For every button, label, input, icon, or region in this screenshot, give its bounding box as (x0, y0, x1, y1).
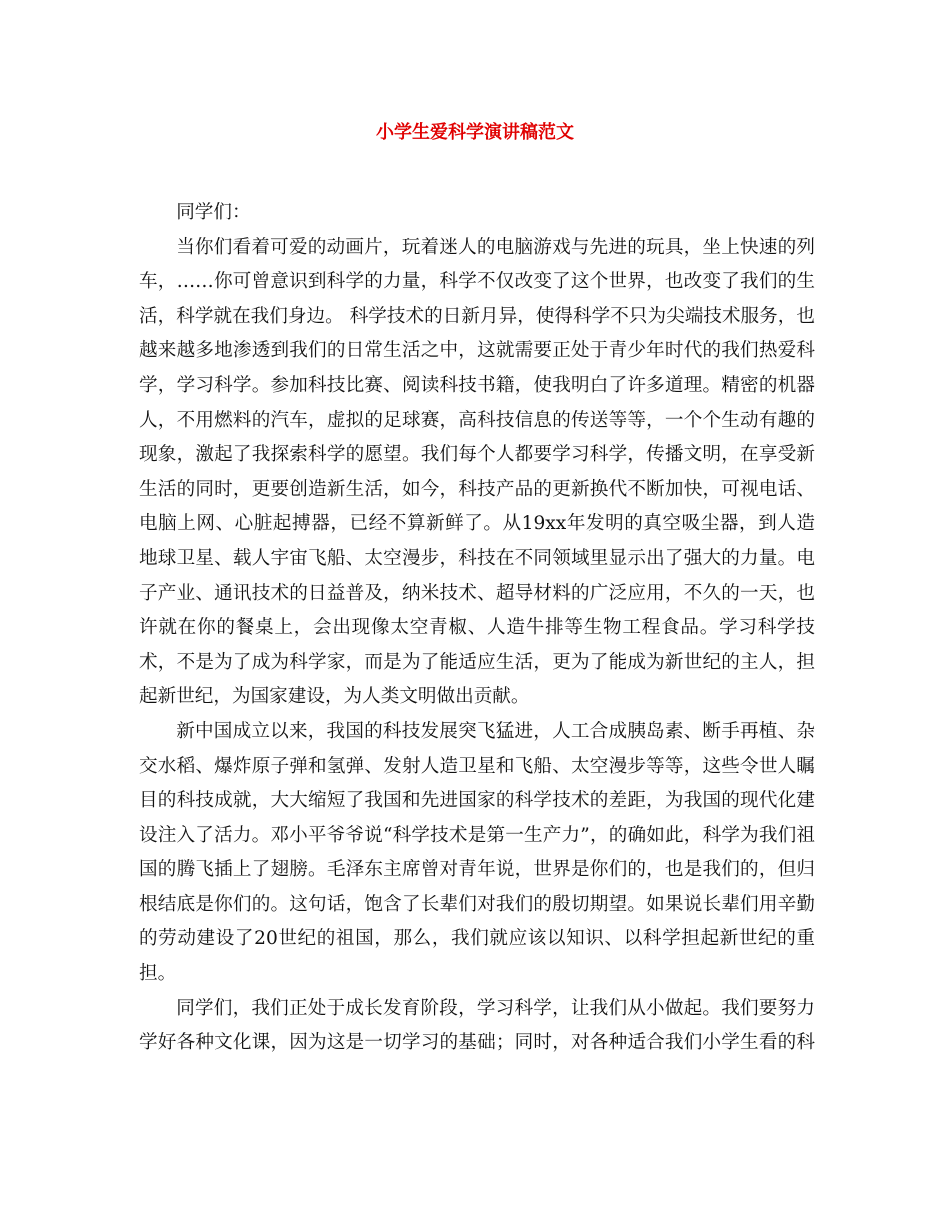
document-title: 小学生爱科学演讲稿范文 (376, 122, 574, 143)
paragraph-1: 当你们看着可爱的动画片，玩着迷人的电脑游戏与先进的玩具，坐上快速的列车，……你可曾意识到科学的力量，科学不仅改变了这个世界，也改变了我们的生活，科学就在我们身边。 科学技术的日新月异，使得科学不只为尖端技术服务，也越来越多地渗透到我们的日常生活之中，这就需要正处于青少年时代的我们热爱科学，学习科学。参加科技比赛、阅读科技书籍，使我明白了许多道理。精密的机器人，不用燃料的汽车，虚拟的足球赛，高科技信息的传送等等，一个个生动有趣的现象，激起了我探索科学的愿望。我们每个人都要学习科学，传播文明，在享受新生活的同时，更要创造新生活，如今，科技产品的更新换代不断加快，可视电话、电脑上网、心脏起搏器，已经不算新鲜了。从19xx年发明的真空吸尘器，到人造地球卫星、载人宇宙飞船、太空漫步，科技在不同领域里显示出了强大的力量。电子产业、通讯技术的日益普及，纳米技术、超导材料的广泛应用，不久的一天，也许就在你的餐桌上，会出现像太空青椒、人造牛排等生物工程食品。学习科学技术，不是为了成为科学家，而是为了能适应生活，更为了能成为新世纪的主人，担起新世纪，为国家建设，为人类文明做出贡献。 (139, 236, 815, 708)
paragraph-3: 同学们，我们正处于成长发育阶段，学习科学，让我们从小做起。我们要努力学好各种文化课，因为这是一切学习的基础；同时，对各种适合我们小学生看的科 (139, 997, 815, 1054)
document-body (139, 196, 815, 1061)
greeting: 同学们： (176, 202, 251, 223)
paragraph-2: 新中国成立以来，我国的科技发展突飞猛进，人工合成胰岛素、断手再植、杂交水稻、爆炸原子弹和氢弹、发射人造卫星和飞船、太空漫步等等，这些令世人瞩目的科技成就，大大缩短了我国和先进国家的科学技术的差距，为我国的现代化建设注入了活力。邓小平爷爷说“科学技术是第一生产力”，的确如此，科学为我们祖国的腾飞插上了翅膀。毛泽东主席曾对青年说，世界是你们的，也是我们的，但归根结底是你们的。这句话，饱含了长辈们对我们的殷切期望。如果说长辈们用辛勤的劳动建设了20世纪的祖国，那么，我们就应该以知识、以科学担起新世纪的重担。 (139, 720, 815, 985)
